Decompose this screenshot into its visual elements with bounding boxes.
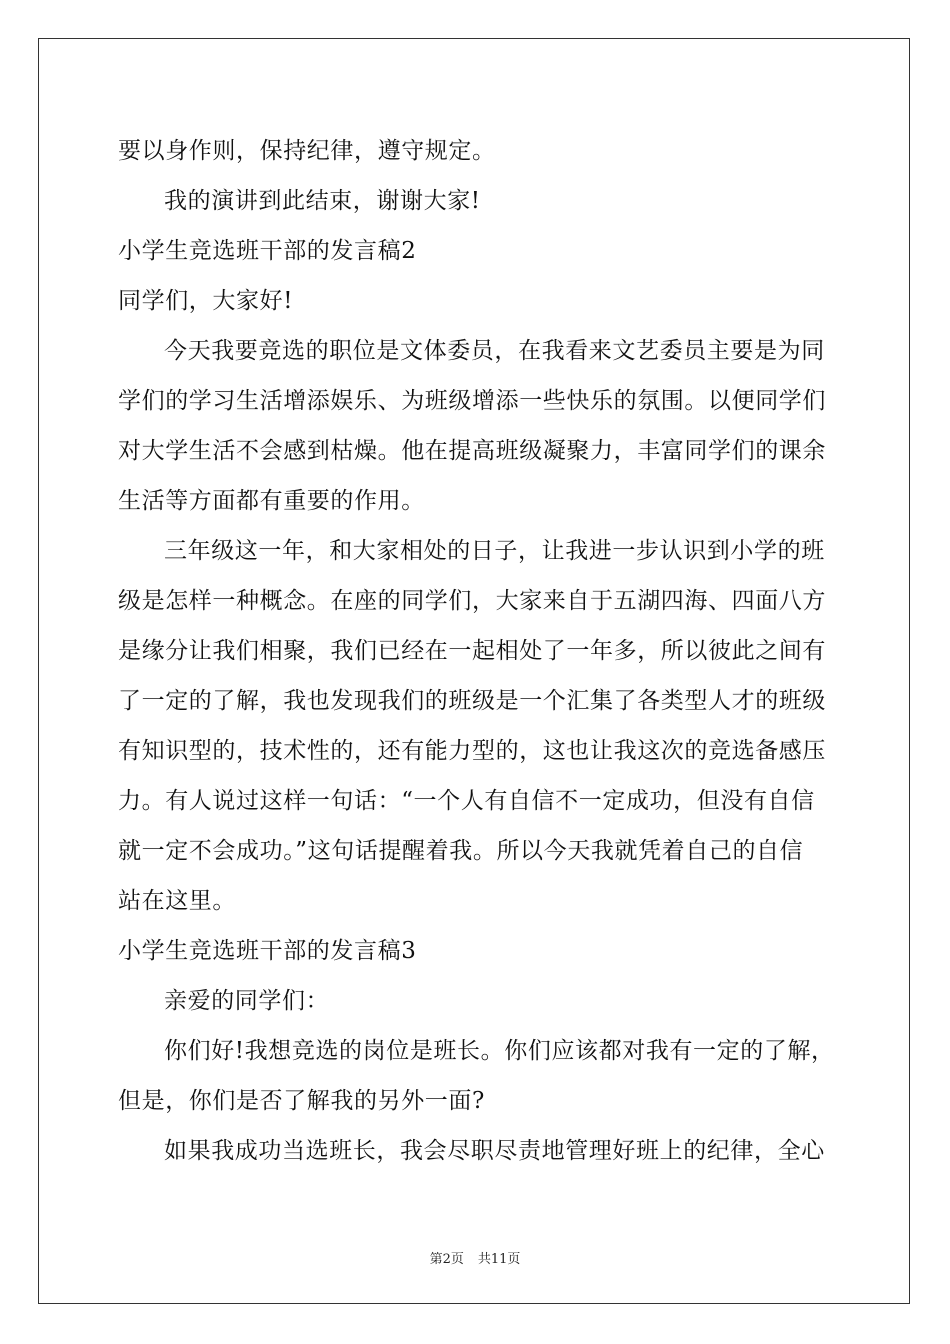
section-heading: 小学生竞选班干部的发言稿2 [118,238,417,264]
text-line: 力。有人说过这样一句话：“一个人有自信不一定成功，但没有自信 [118,788,815,814]
text-line: 生活等方面都有重要的作用。 [118,488,425,514]
document-body [118,126,834,1176]
text-line: 是缘分让我们相聚，我们已经在一起相处了一年多，所以彼此之间有 [118,638,826,664]
text-line: 我的演讲到此结束，谢谢大家! [164,188,481,214]
text-line: 有知识型的，技术性的，还有能力型的，这也让我这次的竞选备感压 [118,738,826,764]
page-total: 共11页 [477,1252,521,1267]
page-number: 第2页 [429,1252,464,1267]
text-line: 三年级这一年，和大家相处的日子，让我进一步认识到小学的班 [164,538,825,564]
text-line: 站在这里。 [118,888,236,914]
text-line: 你们好!我想竞选的岗位是班长。你们应该都对我有一定的了解， [164,1038,835,1064]
text-line: 如果我成功当选班长，我会尽职尽责地管理好班上的纪律，全心 [164,1138,825,1164]
text-line: 亲爱的同学们： [164,988,330,1014]
text-line: 同学们，大家好! [118,288,294,314]
text-line: 对大学生活不会感到枯燥。他在提高班级凝聚力，丰富同学们的课余 [118,438,826,464]
text-line: 但是，你们是否了解我的另外一面? [118,1088,485,1114]
section-heading: 小学生竞选班干部的发言稿3 [118,938,417,964]
text-line: 要以身作则，保持纪律，遵守规定。 [118,138,496,164]
text-line: 就一定不会成功。”这句话提醒着我。所以今天我就凭着自己的自信 [118,838,804,864]
page-footer [0,1248,950,1267]
text-line: 了一定的了解，我也发现我们的班级是一个汇集了各类型人才的班级 [118,688,826,714]
text-line: 学们的学习生活增添娱乐、为班级增添一些快乐的氛围。以便同学们 [118,388,826,414]
text-line: 级是怎样一种概念。在座的同学们，大家来自于五湖四海、四面八方 [118,588,826,614]
text-line: 今天我要竞选的职位是文体委员，在我看来文艺委员主要是为同 [164,338,825,364]
